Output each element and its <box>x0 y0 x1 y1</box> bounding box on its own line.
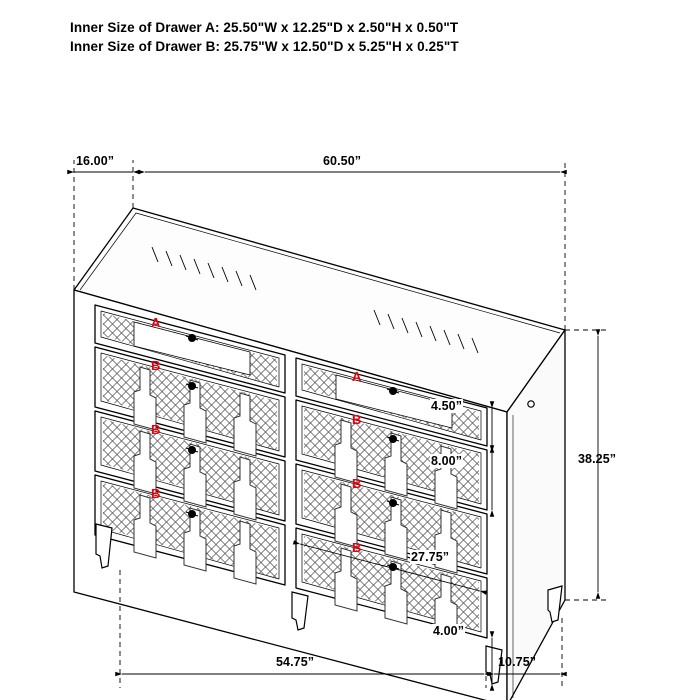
dim-leg-height: 4.00” <box>433 624 465 638</box>
dim-width-top: 60.50” <box>323 154 362 168</box>
dim-total-height: 38.25” <box>578 452 617 466</box>
drawer-label-left-b2: B <box>151 422 161 437</box>
drawer-label-left-b1: B <box>151 358 161 373</box>
dim-base-width: 54.75” <box>276 655 315 669</box>
spec-line-drawer-b: Inner Size of Drawer B: 25.75"W x 12.50"D x 5.25"H x 0.25"T <box>70 39 459 54</box>
drawer-label-right-b1: B <box>352 412 362 427</box>
dim-drawer-b-height: 8.00” <box>431 454 463 468</box>
drawer-label-left-b3: B <box>151 486 161 501</box>
drawer-label-right-b3: B <box>352 540 362 555</box>
dim-drawer-a-height: 4.50” <box>431 399 463 413</box>
drawer-label-right-a: A <box>352 369 362 384</box>
drawer-label-right-b2: B <box>352 476 362 491</box>
dim-base-depth: 10.75” <box>498 655 537 669</box>
dim-depth-top: 16.00” <box>76 154 115 168</box>
dim-drawer-width: 27.75” <box>411 550 450 564</box>
drawer-label-left-a: A <box>151 315 161 330</box>
spec-line-drawer-a: Inner Size of Drawer A: 25.50"W x 12.25"D x 2.50"H x 0.50"T <box>70 20 459 35</box>
